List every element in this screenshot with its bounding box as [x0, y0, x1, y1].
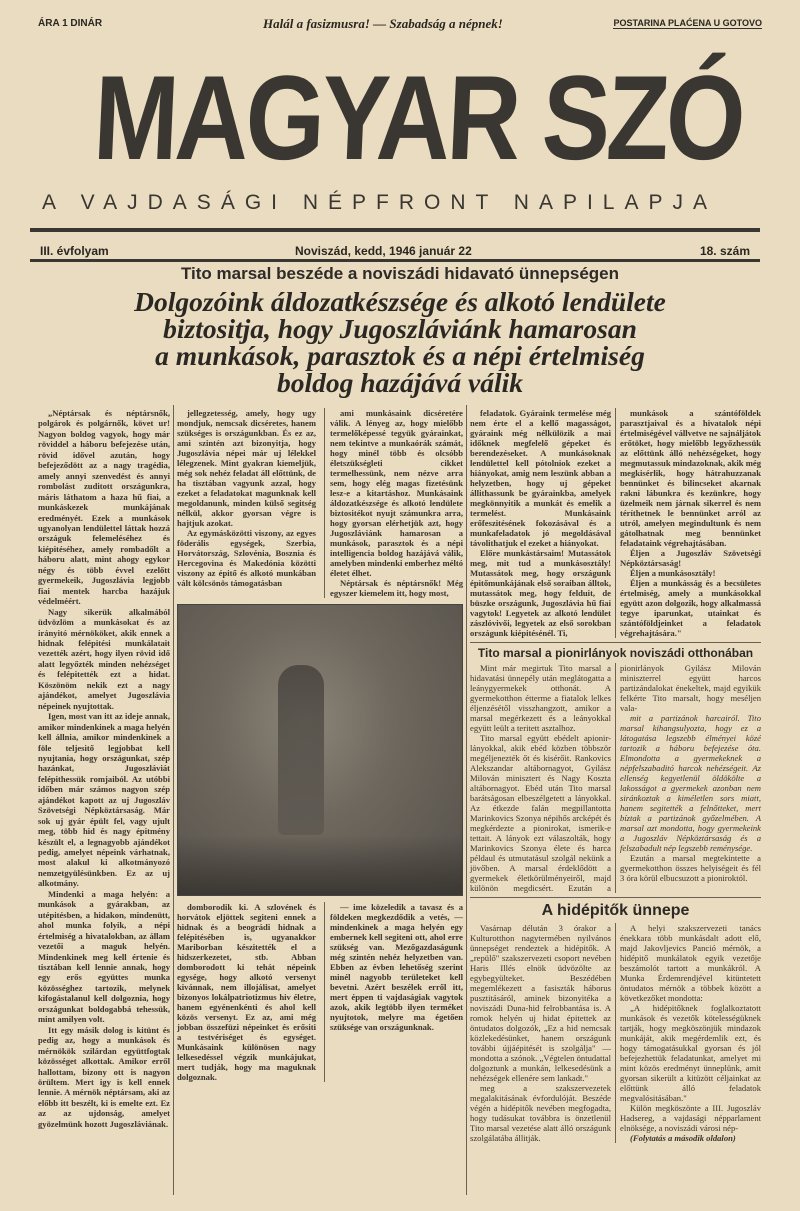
lead-article-column-3	[324, 408, 463, 598]
news-photo-tito-speech	[177, 604, 463, 896]
top-strip	[38, 16, 762, 32]
paragraph: Igen, most van itt az ideje annak, amikor mindenkinek a maga helyén kell állnia, amikor mindenkinek a föle teljesitő legjobbat kell nyujtania, hogy országunkat, szép hazánkat, Jugoszláviát felépithessük romjaiból. Az utóbbi időben már számos nagyon szép ajándékot kapott az uj Jugoszláv Szövetségi Népköztársaság. Már sok uj gyár épült fel, vagy ujult meg, több hid és nagy épitmény készült el, a legnagyobb ajándékot pedig, amelyet népeink várhatnak, most alakul ki alkotmányozó nemzetgyülésünkben. Ez az uj alkotmány.	[38, 711, 170, 889]
column-rule	[466, 405, 467, 1195]
newspaper-logo: MAGYAR SZÓ	[91, 51, 745, 185]
postage-note: POSTARINA PLAĆENA U GOTOVO	[613, 18, 762, 28]
lead-article-column-1	[38, 408, 170, 1129]
paragraph: domborodik ki. A szlovének és horvátok eljöttek segiteni ennek a hidnak és a beográdi hidnak a felépitésében is, ugyanakkor Mariborban készitették el a hidszerkezetet, stb. Abban domborodott ki tehát népeink egysége, hogy alkotó versenyt kivánnak, nem illojálisat, amelyet bizonyos lokálpatriotizmus hiv életre, hanem egyénenkénti és ahol kell közös versenyt. Ez az, ami még jobban összefüzi népeinket és erősiti a testvériséget és egységet. Munkásaink különösen nagy lelkesedéssel végzik munkájukat, mert tudják, hogy ma maguknak dolgoznak.	[177, 902, 316, 1082]
paragraph: meg a szakszervezetek megalakitásának évfordulóját. Beszéde végén a hidépitők nevében megfogadta, hogy tudásukat továbbra is önzetlenül Tito marsal vezetése alatt álló országunk szolgálatába állitják.	[470, 1083, 611, 1143]
lead-article-column-4	[470, 408, 611, 638]
bridge-article-heading: A hidépitők ünnepe	[470, 897, 761, 920]
photo-crowd	[178, 835, 462, 895]
lead-article-columns-4-5	[470, 408, 761, 638]
pioneer-article-heading: Tito marsal a pionirlányok noviszádi otthonában	[470, 642, 761, 660]
pioneer-article-body	[470, 663, 761, 893]
volume: III. évfolyam	[40, 244, 109, 258]
paragraph: A helyi szakszervezeti tanács énekkara több munkásdalt adott elő, majd Jakovljevics Panció mérnök, a hidépitő munkálatok egyik vezetője beszámolót tartott a munkákról. A Munka Érdemrendjével kitüntetett öntudatos mérnök a többek között a következőket mondotta:	[620, 923, 761, 1003]
divider	[30, 259, 760, 262]
lead-article-middle	[177, 408, 463, 1082]
headline-line: boldog hazájává válik	[277, 367, 523, 398]
lead-article-column-3-continued	[324, 902, 463, 1082]
headline-line: a munkások, parasztok és a népi értelmiség	[155, 340, 645, 371]
continued-on-page-2: (Folytatás a második oldalon)	[630, 1133, 736, 1143]
paragraph: Mint már megirtuk Tito marsal a hidavatási ünnepély után meglátogatta a leánygyermekek otthonát. A gyermekotthon étterme a fiatalok lelkes éljenzésétől visszhangzott, amikor a marsal megérkezett és a leányokkal együtt leült a teritett asztalhoz.	[470, 663, 611, 733]
issue-date: Noviszád, kedd, 1946 január 22	[295, 244, 472, 258]
paragraph: „Néptársak és néptársnők, polgárok és polgárnők, követ ur! Nagyon boldog vagyok, hogy már röviddel a háboru befejezése után, rövid idővel azután, hogy befejeződött az a nagy tragédia, amely annyi szenvedést és annyi rombolást zuditott országunkra, máris láthatom a haza hű fiai, a munkáskezek munkájának eredményét. Ezek a munkások ugyanolyan lendülettel láttak hozzá országuk felemeléséhez és kiépitéséhez, amely rombadőlt a háboru alatt, mint ahogy egykor négy és több évvel ezelőtt gyermekeik, Jugoszlávia legjobb fiai mentek harcba hazájuk védelméért.	[38, 408, 170, 607]
paragraph: Itt egy másik dolog is kitünt és pedig az, hogy a munkások és mérnökök szilárdan együttfogtak közösséget alkottak. Amikor erről hallottam, bizony ott is nagyon örültem. Mert igy is kell ennek lennie. A mérnök néptársam, aki az előbb itt beszélt, ki is emelte ezt. Ez az az ujdonság, amelyet gyözelmünk hozott Jugoszláviának.	[38, 1024, 170, 1129]
issue-number: 18. szám	[699, 244, 750, 258]
paragraph: feladatok. Gyáraink termelése még nem érte el a kellő magasságot, gyáraink még nélkülözik a mai időknek megfelelő gépeket és berendezéseket. A munkásoknak lendülettel kell pótolniok ezeket a hiányokat, amig nem leszünk abban a helyzetben, hogy uj gépeket állithassunk be gyárainkba, amelyek megkönnyitik a munkát és emelik a termelést. Munkásaink erőfeszitésének fokozásával és a munkafeladatok jó megoldásával távolithatjuk el ezeket a hiányokat.	[470, 408, 611, 548]
headline-line: Dolgozóink áldozatkészsége és alkotó lendülete	[134, 286, 666, 317]
bridge-article-body	[470, 923, 761, 1143]
paragraph: Az egymásközötti viszony, az egyes föderális egységek, Szerbia, Horvátország, Szlovénia, Bosznia és Hercegovina és Makedónia közötti viszony az épitő és alkotó munkában vált kölcsönös támogatásban	[177, 528, 316, 588]
paragraph: ami munkásaink dicséretére válik. A lényeg az, hogy mielőbb termelőképessé tegyük gyárainkat, nem tekintve a munkaórák számát, hogy minél több és olcsóbb életszükségleti cikket termelhessünk, nem nézve arra sem, hogy elég magas fizetésünk lesz-e a kitartáshoz. Munkásaink áldozatkészsége és alkotó lendülete biztositékot nyujt számunkra arra, hogy gyorsan elérhetjük azt, hogy Jugoszláviánk hamarosan a munkások, parasztok és a népi intelligencia boldog hazájává válik, amelyben mindenki emberhez méltó életet élhet.	[330, 408, 463, 578]
paragraph: Tito marsal együtt ebédelt apionir-lányokkal, akik ebéd közben többször megéljenezték őt és kisérőit. Rankovics Alekszandar altábornagyot, Gyilász Milován minisztert és Nagy Koszta altábornagyot. Ebéd után Tito marsal barátságosan elbeszélgetett a lányokkal. Az étkezde falán megpillantotta Marinkovics Szonya népihős arcképét és megkérdezte a pionirokat, ismerik-e tettait. A lányok ezt válaszolták, hogy Marinkovics Szonya élete és harca példaul és utmutatásul szolgál nekünk a jövőben. A marsal érdeklődött a gyermekek életkörülményeiről, majd különön megdicsért. Ezután a pionirlányok Gyilász Milován miniszterrel együtt harcos partizándalokat énekeltek, majd egyikük felkérte Tito marsalt, hogy meséljen vala-	[470, 663, 761, 893]
kicker-headline: Tito marsal beszéde a noviszádi hidavató ünnepségen	[180, 264, 620, 283]
pioneer-article-column-2	[620, 713, 761, 883]
paragraph: Mindenki a maga helyén: a munkások a gyárakban, az utépitésben, a hidakon, mindenütt, ahol munka folyik, a népi értelmiség a hivatalokban, az állam vezetői a maguk helyén. Mindenkinek meg kell értenie és tisztában kell lennie annak, hogy egy erős együttes munka közösséghez tartozik, melynek kifogástalanul kell dolgoznia, hogy országunkat boldogabbá tehessük, mint amilyen volt.	[38, 888, 170, 1025]
newspaper-subtitle: A VAJDASÁGI NÉPFRONT NAPILAPJA	[42, 191, 717, 214]
paragraph: Éljen a Jugoszláv Szövetségi Népköztársaság!	[620, 548, 761, 568]
paragraph: jellegzetesség, amely, hogy ugy mondjuk, nemcsak dicséretes, hanem szükséges is országunkban. És ez az, ami szintén azt bizonyitja, hogy Jugoszlávia népei már uj lélekkel lélegzenek. Mint gyakran kiemeljük, még sok nehéz feladat áll előttünk, de ha tisztában vagyunk azzal, hogy ezeket a feladatokat magunknak kell megoldanunk, minden külső segitség nélkül, akkor gyorsan végre is hajtjuk azokat.	[177, 408, 316, 528]
dateline	[40, 244, 750, 258]
paragraph: Külön megköszönte a III. Jugoszláv Hadsereg, a vajdasági népparlament elnöksége, a noviszádi városi nép-	[620, 1103, 761, 1133]
headline-line: biztositja, hogy Jugoszláviánk hamarosan	[163, 313, 637, 344]
photo-figure	[278, 665, 324, 835]
paragraph: Vasárnap délután 3 órakor a Kulturotthon nagytermében nyilvános ünnepséget rendeztek a hidépitők. A „repülő" szakszervezeti csoport nevében Haris Illés elnök üdvözölte az egybegyülteket. Beszédében megemlékezett a fasiszták háborus pusztitásáról, aminek bizonyitéka a noviszádi Duna-hid felrobbantása is. A romok helyén uj hidat épitettek az öntudatos dolgozók, „Ez a hid nemcsak közlekedésünket, hanem országunk további újjáépitését is szolgálja" — mondotta a szónok. „Végtelen öntudattal dolgoztunk a munkán, lelkesedésünk a nehézségek ellenére sem lankadt."	[470, 923, 611, 1083]
paragraph: mit a partizánok harcairól. Tito marsal kihangsulyozta, hogy ez a látogatása legszebb élményei közé tartozik a háboru befejezése óta. Elmondotta a gyermekeknek a népfelszabaditó harcok nehézségeit. Az ellenség kegyetlenül öldökölte a lakosságot a gyermekek azonban nem siránkoztak a kiméletlen sors miatt, hanem segitették a felnőtteket, mert bíztak a partizánok győzelmében. A marsal azt mondotta, hogy gyermekeink a Jugoszláv Népköztársaság és a felszabadult nép legszebb reménysége.	[620, 713, 761, 853]
divider	[30, 228, 760, 232]
column-rule	[173, 405, 174, 1195]
paragraph: Éljen a munkásság és a becsületes értelmiség, amely a munkásokkal együtt azon dolgozik, hogy alkalmassá tegye iparunkat, utainkat és szántóföldjeinket a feladatok végrehajtására."	[620, 578, 761, 638]
lead-article-column-2	[177, 408, 316, 598]
slogan: Halál a fasizmusra! — Szabadság a népnek!	[263, 16, 503, 31]
paragraph: „A hidépitőknek foglalkoztatott munkások és vezetők kötelességüknek tartják, hogy megköszönjük mindazok munkáját, akik megérdemlik ezt, és hogy támogatásukkal gyorsan és jól befejezhettük feladatunkat, amelyet mi mint közös eredményt ünneplünk, amit gyorsan sikerült a kitüzött céljainkat az előttünk álló feladatok megvalósitásában."	[620, 1003, 761, 1103]
lead-article-column-5	[620, 408, 761, 638]
paragraph: Előre munkástársaim! Mutassátok meg, mit tud a munkásosztály! Mutassátok meg, hogy országunk épitőmunkájának első soraiban álltok, mutassátok meg, hogy felduit, de büszke országunk, Jugoszlávia hű fiai vagytok! Legyetek az alkotó lendület zászlóvivői, legyetek az első sorokban országunk kiépitésénél. Ti,	[470, 548, 611, 638]
lead-article-column-2-continued	[177, 902, 316, 1082]
right-columns	[470, 408, 761, 1143]
bridge-article-column-1	[470, 923, 611, 1083]
price: ÁRA 1 DINÁR	[38, 18, 103, 29]
paragraph: Ezután a marsal megtekintette a gyermekotthon összes helyiségeit és fél 3 óra körül elbucsuzott a pioniroktól.	[620, 853, 761, 883]
paragraph: — ime közeledik a tavasz és a földeken megkezdődik a vetés, — mindenkinek a maga helyén egy embernek kell segiteni ott, ahol erre szükség van. Mezőgazdaságunk még szintén nehéz helyzetben van. Ebben az évben lehetőség szerint minél nagyobb területeket kell bevetni. Azért beszélek erről itt, mert éppen ti vajdaságiak vagytok azok, akik legtöbb ilyen terméket nyujtotok, melyre ma égetően szüksége van országunknak.	[330, 902, 463, 1032]
paragraph: Nagy sikerük alkalmából üdvözlöm a munkásokat és az irányitó mérnököket, akik ennek a hidnak felépitési munkálatait vezették azért, hogy ilyen rövid idő alatt legyőzték minden nehézséget és felépitették ezt a hidat. Köszönöm nekik ezt a nagy ajándékot, amelyet Jugoszlávia népeinek nyujtottak.	[38, 606, 170, 711]
paragraph: Éljen a munkásosztály!	[630, 568, 716, 578]
main-headline	[40, 288, 760, 396]
paragraph: munkások a szántóföldek parasztjaival és a hivatalok népi értelmiségével vállvetve ne sajnáljátok erőtöket, hogy mielőbb legyőzhessük az előttünk álló nehézségeket, hogy megmutassuk mindazoknak, akik még megkisérlik, hogy hátrahuzzanak bennünket és bilincseket akarnak rakni lábunkra és kezünkre, hogy üzelmeik nem járnak sikerrel és nem téríthetnek le bennünket arról az utról, amelyen megindultunk és nem gátolhatnak meg bennünket feladataink végrehajtásában.	[620, 408, 761, 548]
paragraph: Néptársak és néptársnők! Még egyszer kiemelem itt, hogy most,	[330, 578, 463, 598]
